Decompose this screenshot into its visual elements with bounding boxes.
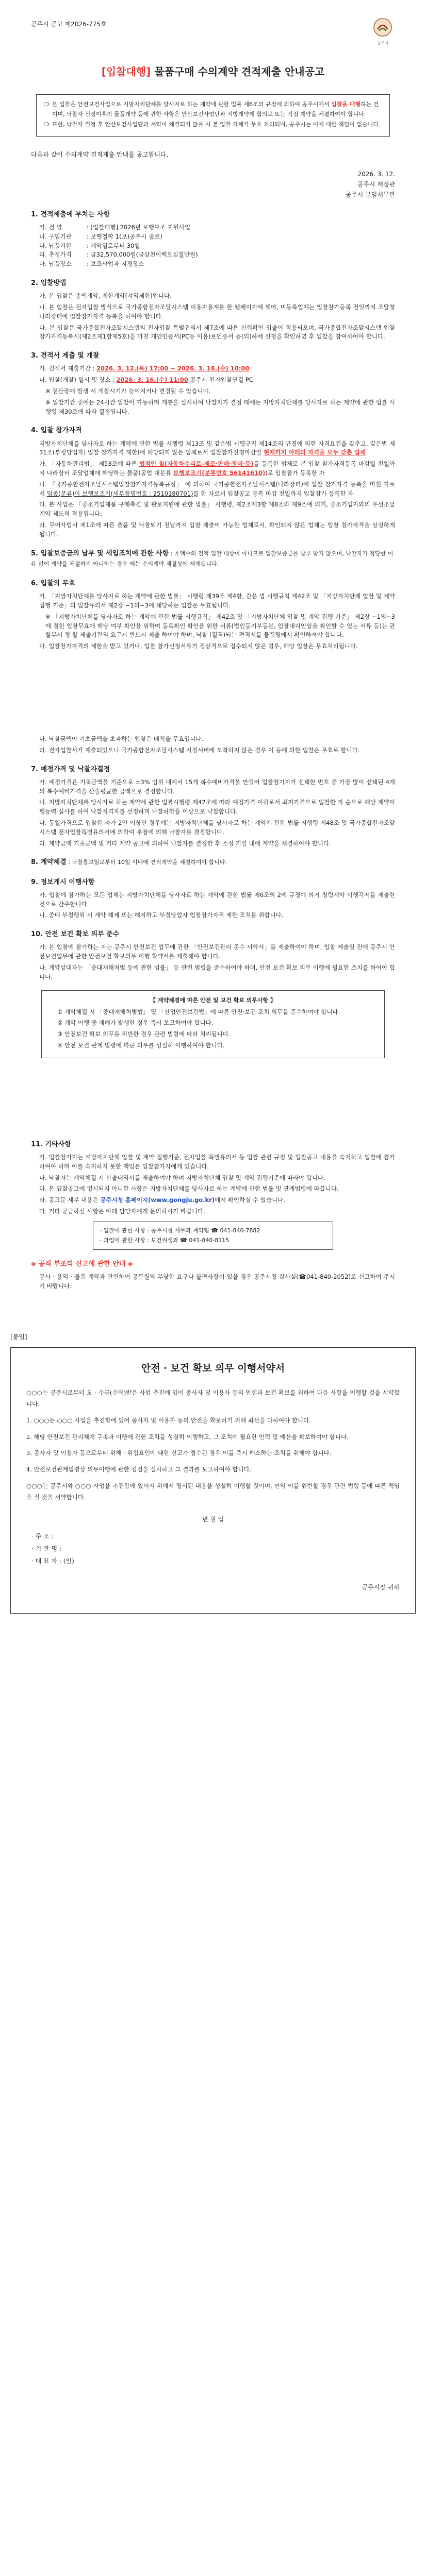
caution-item: ① 계약체결 시 「중대재해처벌법」 및 「산업안전보건법」에 따른 안전·보건 조치 의무를 준수하여야 합니다. <box>57 1008 340 1015</box>
sec2-para: 나. 본 입찰은 전자입찰 방식으로 국가종합전자조달시스템 이용자용계를 한 웹페이지에 해야, 미등록업체는 입찰참가등록 전일까지 조달청 나라장터에 입찰참가자격 등록을 하여야 합니다. <box>39 303 395 320</box>
caution-box <box>41 990 385 1058</box>
spacer <box>0 653 426 725</box>
sec4-para: 라. 무어사업서 제1조에 따른 출품 및 낙찰되기 전날까지 입찰 제출이 가능한 업체로서, 확인되지 않은 업체는 입찰 참가자격을 상실하게 됩니다. <box>39 521 395 538</box>
pledge-signature-block <box>31 1530 400 1567</box>
section-2-title: 2. 입찰방법 <box>31 279 67 287</box>
sec1-row: 마. 납품장소 : 보조사업과 지정장소 <box>39 260 144 268</box>
section-9 <box>31 877 395 921</box>
sec6-para: 가. 「지방자치단체를 당사자로 하는 계약에 관한 법률」 시행령 제39조 제4항, 같은 법 시행규칙 제42조 및 「지방자치단체 입찰 및 계약 집행 기준」의 입찰유의서 제2장 ~1의~3에 해당하는 입찰은 무효됩니다. <box>39 592 395 609</box>
homepage-link[interactable]: 공주시청 홈페이지(www.gongju.go.kr) <box>100 1196 215 1204</box>
pledge-addressee: 공주시장 귀하 <box>362 1584 400 1591</box>
sec9-para: 나. 중대 부정행위 시 계약 해제 또는 해지하고 부정당업자 입찰참가자격 제한 조치를 취합니다. <box>39 911 284 919</box>
section-4-title: 4. 입찰 참가자격 <box>31 427 82 435</box>
section-8-title: 8. 계약체결 : 낙찰통보일로부터 10일 이내에 견적계약을 체결하여야 합니다. <box>31 858 227 867</box>
pledge-para: ○○○는 공주시로부터 도 · 수급(수탁)받은 사업 추진에 있어 종사자 및 이용자 등의 안전과 보건 확보를 위하여 다음 사항을 이행할 것을 서약합니다. <box>26 1389 400 1408</box>
sec2-para: 가. 본 입찰은 총액계약, 제한계약(지역제한)입니다. <box>39 292 172 300</box>
title-text: 물품구매 수의계약 견적제출 안내공고 <box>151 65 325 78</box>
spacer <box>0 1058 426 1130</box>
sec6-para: 다. 입찰참가자격의 제한을 받고 있거나, 입찰 참가신청서류가 정상적으로 접수되지 않은 경우, 해당 입찰은 무효처리됩니다. <box>39 642 358 650</box>
attachment <box>10 1332 416 1614</box>
section-6-extra <box>31 735 395 755</box>
document-header <box>0 0 426 62</box>
alert-line-2 <box>44 120 382 130</box>
pledge-form <box>10 1347 416 1614</box>
sec2-para: 다. 본 입찰은 국가종합전자조달시스템의 전자입찰 특별유의서 제7조에 따른 신뢰확인 입출이 적용되오며, 국가종합전자조달시스템 입찰참가자격등록시(제2조제1항제5호)을 마친 개인인증서(PC등 이용)로인증서 등(의)하에 신청을 확인하였 후 입찰을 참여하여야 합니다. <box>39 324 395 341</box>
sec11-para: 나. 낙찰자는 계약체결 시 산출내역서를 제출하여야 하며 지방자치단체 입찰 및 계약 집행기준에 따라야 합니다. <box>39 1174 325 1181</box>
notice-number: 공주시 공고 제2026-775호 <box>31 21 107 28</box>
section-10 <box>31 929 395 1058</box>
alert-line1-highlight: 입찰을 대행 <box>331 101 361 108</box>
checkbox-bullet-icon: ❍ <box>44 101 49 108</box>
city-logo <box>370 18 395 46</box>
sec3-note: ※ 입찰기간 중에는 24시간 입찰이 가능하며 개통을 실시하여 낙찰자가 결정 때에는 지방자치단체를 당사자로 하는 계약에 관한 법률 시행령 제30조에 따라 결정됩니다. <box>45 398 395 415</box>
caution-item: ④ 안전 보건 관계 법령에 따른 의무를 성실히 이행하여야 합니다. <box>57 1042 225 1049</box>
sec4-para: 가. 「자동차관리법」 제53조에 따른 법적인 철(자동차수리로-제조·판매·정비·등)를 등록한 업체로 본 입찰 참가자격등록 마감일 전일까지 나라장터 조달업체에 해당하는 물품(공업 대분류 보행보조기(분류번호 56141610))로 입찰참가 등록한 자 <box>39 460 396 477</box>
opening-time: 2026. 3. 16.(수) 11:00 <box>116 376 188 384</box>
sec4-para: 다. 본 사업은 「중소기업제품 구매촉진 및 판로지원에 관한 법률」 시행령, 제2조제3항 제8조와 제9조에 의거, 중소기업자와의 우선조달계약 제도의 적용됩니다. <box>39 501 395 518</box>
pledge-title: 안전 · 보건 확보 의무 이행서약서 <box>141 1362 285 1374</box>
checkbox-bullet-icon: ❍ <box>44 121 49 128</box>
sec4-para: 나. 「국가종합전자조달시스템입찰참가자격등록규정」 에 의하여 국가종합전자조달시스템(나라장터)에 입찰 참가자격 등록을 마친 자로서 업종(분류)이 보행보조기(세부품명번호 : 2510180701)를 한 자로서 입찰공고 등록 마감 전일까지 입찰참가 등록한 자 <box>39 480 395 497</box>
intro-text: 다음과 같이 수의계약 견적제출 안내를 공고합니다. <box>31 151 169 159</box>
sec7-para: 가. 예정가격은 기초금액을 기준으로 ±3% 범위 내에서 15개 복수예비가격을 만들어 입찰참가자가 선택한 번호 중 가장 많이 선택된 4개의 복수예비가격을 산술평균한 금액으로 결정합니다. <box>39 778 395 795</box>
sec6-extra-para: 라. 전자입찰서가 제출되었으나 국가종합전자조달시스템 지정서버에 도착하지 않은 경우 이 등에 의한 입찰은 무효로 합니다. <box>39 746 360 754</box>
pledge-para: ○○○는 공주시와 ○○○ 사업을 추진함에 있어서 위에서 명시된 내용을 성실히 이행할 것이며, 만약 이를 위반할 경우 관련 법령 등에 따른 책임을 질 것을 서약합니다. <box>26 1482 400 1501</box>
section-1 <box>31 210 395 269</box>
pledge-para: 1. ○○○는 ○○○ 사업을 추진함에 있어 종사자 및 이용자 등의 안전을 확보하기 위해 최선을 다하여야 합니다. <box>26 1416 311 1424</box>
sec7-para: 라. 계약금액 기초금액 및 기타 계약 공고에 의하여 낙찰자를 결정한 후 소정 기일 내에 계약을 체결하여야 합니다. <box>39 839 331 847</box>
page-title <box>0 64 426 80</box>
attachment-label: [붙임] <box>10 1333 27 1341</box>
sec6-note: ※ 「지방자치단체를 당사자로 하는 계약에 관한 법률 시행규칙」 제42조 및 「지방자치단체 입찰 및 계약 집행 기준」 제2장 ~1의~3에 정한 입찰무효에 해당 여부 확인을 위하여 등록확인 확인을 위한 서류(법인등기부등본, 입찰대리인임을 확인할 수 있는 서류 등)는 관할부서 정 할 제출기관의 요구시 반드시 제출 하여야 하며, 낙찰 (결격)되는 견적서를 물품명에서 확인하셔야 합니다. <box>45 613 395 639</box>
sec4-para: 지방자치단체를 당사자로 하는 계약에 관한 법률 시행령 제13조 및 같은법 시행규칙 제14조의 규정에 의한 자격요건을 갖추고, 같은법 제31조(부정당업자) 입찰 참가자격 제한)에 해당되지 않은 업체로서 입찰참가신청마감일 현재까지 아래의 자격을 모두 갖춘 업체 <box>39 439 395 456</box>
section-10-title: 10. 안전 보건 확보 의무 준수 <box>31 930 120 939</box>
sec10-para: 나. 계약상대자는 「중대재해처벌 등에 관한 법률」 등 관련 법령을 준수하여야 하며, 안전 보건 확보 의무 이행에 필요한 조치를 하여야 합니다. <box>39 963 395 980</box>
contact-line: - 입찰에 관한 사항 : 공주시청 재무과 계약팀 ☎ 041-840-7882 <box>100 1227 260 1234</box>
alert-line1-tail: 하는 건이며, 낙찰자 선정이후의 물품계약 등에 관한 사항은 안산보건사업단과 지방계약에 협의로 또는 직접 계약을 체결하여야 합니다. <box>52 101 379 117</box>
sec1-row: 가. 건 명 : [입찰대행] 2026년 보행보조 지원사업 <box>39 223 191 231</box>
section-11 <box>31 1140 395 1250</box>
report-text: 공사 · 용역 · 물품 계약과 관련하여 공무원의 부당한 요구나 불편사항이 있을 경우 공주시청 감사실(☎041-840-2052)로 신고하여 주시기 바랍니다. <box>39 1273 395 1290</box>
caution-item: ③ 안전보건 확보 의무를 위반한 경우 관련 법령에 따라 처리됩니다. <box>57 1030 231 1038</box>
sec11-para: 다. 본 입찰공고에 명시되지 아니한 사항은 지방자치단체를 당사자로 하는 계약에 관한 법률 및 관계법령에 따릅니다. <box>39 1185 339 1193</box>
section-5 <box>31 549 395 569</box>
sec6-extra-para: 다. 낙찰금액이 기초금액을 초과하는 입찰은 배척을 무효입니다. <box>39 735 204 742</box>
section-6 <box>31 579 395 651</box>
alert-box <box>36 94 390 137</box>
sign-rep: · 대 표 자 : (인) <box>31 1557 74 1565</box>
section-5-title: 5. 입찰보증금의 납부 및 세입조치에 관한 사항 : 소액수의 견적 입찰 대상이 아니므로 입찰보증금을 납부 받지 않으며, 낙찰자가 정당한 이유 없이 계약을 체결하지 아니하는 경우 에는 수의계약 체결상에 제재됩니다. <box>31 549 394 567</box>
pledge-para: 2. 해당 안전보건 관리체계 구축과 이행에 관한 조치를 성실히 이행하고, 그 조치에 필요한 인력 및 예산을 확보하여야 합니다. <box>26 1433 349 1440</box>
section-8 <box>31 857 395 868</box>
section-7 <box>31 765 395 849</box>
announce-dept: 공주시 분임재무관 <box>345 191 395 199</box>
section-9-title: 9. 정보게시 이행사항 <box>31 878 95 886</box>
title-tag: [입찰대행] <box>101 65 151 78</box>
contact-line: - 과업에 관한 사항 : 보건위생과 ☎ 041-840-8115 <box>100 1236 230 1244</box>
section-6-title: 6. 입찰의 무효 <box>31 579 75 587</box>
caution-item: ② 계약 이행 중 재해가 발생한 경우 즉시 보고하여야 합니다. <box>57 1019 214 1027</box>
submit-period: 2026. 3. 12.(목) 17:00 ~ 2026. 3. 16.(수) 10:00 <box>96 365 250 372</box>
sec9-para: 가. 입찰에 참가하는 모든 업체는 지방자치단체를 당사자로 하는 계약에 관한 법률 제6조의 2에 규정에 의거 청렴계약 이행각서를 제출한 것으로 간주합니다. <box>39 891 395 908</box>
contact-box <box>93 1222 333 1250</box>
date-block <box>0 169 395 200</box>
sec1-row: 다. 납품기한 : 계약일로부터 30일 <box>39 242 140 249</box>
sign-org: · 기 관 명 : <box>31 1545 61 1553</box>
section-11-title: 11. 기타사항 <box>31 1140 71 1148</box>
sec7-para: 나. 지방자치단체를 당사자로 하는 계약에 관한 법률시행령 제42조에 따라 예정가격 이하로서 최저가격으로 입찰한 자 순으로 해당 계약이행능력 심사를 하여 낙찰적격자를 선정하며 낙찰하한율 이상으로 낙찰합니다. <box>39 799 395 816</box>
report-section <box>31 1259 395 1291</box>
alert-line1-text: 본 입찰은 안전보건사업으로 지방자치단체를 당사자로 하는 계약에 관한 법률 제6조의 규정에 의하여 공주시에서 <box>52 101 332 108</box>
announce-date: 2026. 3. 12. <box>357 170 395 178</box>
section-1-title: 1. 견적제출에 부치는 사항 <box>31 210 110 218</box>
pledge-para: 3. 종사자 및 이용자 등으로부터 위해 · 위험요인에 대한 신고가 접수된 경우 이를 즉시 해소하는 조치를 취해야 합니다. <box>26 1449 332 1457</box>
sec11-para: 마. 기타 궁금하신 사항은 아래 담당자에게 문의하시기 바랍니다. <box>39 1208 205 1215</box>
logo-text: 공주시 <box>377 40 388 45</box>
section-7-title: 7. 예정가격 및 낙찰자결정 <box>31 765 110 773</box>
section-2 <box>31 278 395 342</box>
announce-org: 공주시 재정관 <box>357 181 395 189</box>
sec7-para: 다. 동일가격으로 입찰한 자가 2인 이상인 경우에는 지방자치단체를 당사자로 하는 계약에 관한 법률 시행령 제48조 및 국가종합전자조달시스템 전자입찰특별유의서에 의하여 추첨에 의해 낙찰자를 결정합니다. <box>39 819 395 836</box>
alert-line2-text: 또한, 낙찰자 결정 후 안산보건사업단과 계약이 체결되지 않을 시 본 입찰 자체가 무효 처리되며, 공주시는 이에 대한 책임이 없습니다. <box>52 121 381 128</box>
sec1-row: 나. 구입기관 : 보행철학 1(보)공주시 중로) <box>39 232 162 240</box>
sec1-row: 라. 추정가격 : 금32,570,000원(금삼천이백오십칠만원) <box>39 251 198 259</box>
alert-line-1 <box>44 100 382 119</box>
sec11-para: 가. 입찰참가자는 지방자치단체 입찰 및 계약 집행기준, 전자입찰 특별유의서 등 입찰 관련 규정 및 입찰공고 내용을 숙지하고 입찰에 참가하여야 하며 이를 숙지하지 못한 책임은 입찰참가자에게 있습니다. <box>39 1154 395 1170</box>
sec3-note: ※ 전산장애 발생 시 개찰시기가 늦어지거나 변경될 수 있습니다. <box>45 387 211 395</box>
section-3 <box>31 351 395 416</box>
sec3-para: 나. 입찰(개찰) 일시 및 장소 : 2026. 3. 16.(수) 11:00 공주시 전자입찰연결 PC <box>39 376 253 384</box>
city-emblem-icon <box>373 18 392 37</box>
section-4 <box>31 426 395 539</box>
sec11-para: 라. 공고문 세부 내용은 공주시청 홈페이지(www.gongju.go.kr)에서 확인하실 수 있습니다. <box>39 1196 285 1204</box>
section-3-title: 3. 견적서 제출 및 개찰 <box>31 352 100 360</box>
sec10-para: 가. 본 입찰에 참가하는 자는 공주시 안전보건 업무에 관한 「안전보건관리 준수 서약서」를 제출하여야 하며, 입찰 제출일 전에 공주시 안전보건업무에 관한 안전보건 확보의무 이행 확약서를 제출해야 합니다. <box>39 943 395 960</box>
report-title: ◈ 공직 부조리 신고에 관한 안내 ◈ <box>31 1260 133 1268</box>
pledge-date: 년 월 일 <box>202 1515 224 1523</box>
pledge-para: 4. 안전보건관계법령상 의무이행에 관한 점검을 실시하고 그 결과를 보고하여야 합니다. <box>26 1466 252 1473</box>
sec3-para: 가. 견적서 제출기간 : 2026. 3. 12.(목) 17:00 ~ 2026. 3. 16.(수) 10:00 <box>39 365 250 372</box>
caution-title: 【 계약체결에 따른 안전 및 보건 확보 의무사항 】 <box>150 996 276 1004</box>
sign-address: · 주 소 : <box>31 1533 54 1540</box>
